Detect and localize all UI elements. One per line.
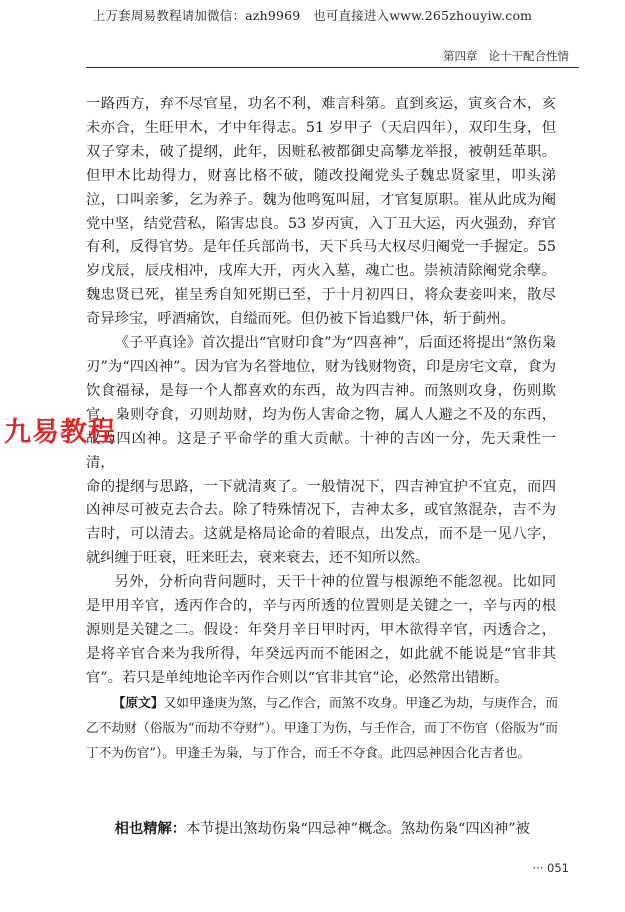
original-text-label: 【原文】 (112, 695, 164, 710)
header-divider (86, 67, 579, 68)
paragraph-2: 《子平真诠》首次提出“官财印食”为“四喜神”，后面还将提出“煞伤枭刃”为“四凶神”。因为官为名誉地位，财为钱财物资，印是房宅文章，食为饮食福禄，是每一个人都喜欢的东西，故为四吉神。而煞则攻身，伤则欺官，枭则夺食，刃则劫财，均为伤人害命之物，属人人避之不及的东西，故为四凶神。这是子平命学的重大贡献。十神的吉凶一分，先天秉性一清， (86, 335, 556, 471)
top-banner: 上万套周易教程请加微信：azh9969 也可直接进入www.265zhouyiw.com (92, 8, 533, 23)
chapter-header (443, 48, 569, 64)
paragraph-4: 另外，分析向背问题时，天干十神的位置与根源绝不能忽视。比如同是甲用辛官，透丙作合的，辛与丙所透的位置则是关键之一，辛与丙的根源则是关键之二。假设：年癸月辛日甲时丙，甲木欲得辛官，丙透合之，是将辛官合来为我所得，年癸远丙而不能困之，如此就不能说是“官非其官”。若只是单纯地论辛丙作合则以“官非其官”论，必然常出错断。 (86, 574, 556, 686)
paragraph-3: 命的提纲与思路，一下就清爽了。一般情况下，四吉神宜护不宜克，而四凶神尽可被克去合去。除了特殊情况下，吉神太多，或官煞混杂，吉不为吉时，可以清去。这就是格局论命的着眼点，出发点，而不是一见八字，就纠缠于旺衰，旺来旺去，衰来衰去，还不知所以然。 (86, 478, 556, 567)
commentary-text: 本节提出煞劫伤枭“四忌神”概念。煞劫伤枭“四凶神”被 (186, 821, 530, 837)
chapter-number: 第四章 (443, 49, 478, 63)
body-text (86, 93, 556, 691)
chapter-title: 论十干配合性情 (488, 49, 569, 63)
commentary-block (86, 818, 561, 841)
commentary-label: 相也精解： (114, 821, 187, 837)
original-text: 又如甲逢庚为煞，与乙作合，而煞不攻身。甲逢乙为劫，与庚作合，而乙不劫财（俗版为“而劫不夺财”）。甲逢丁为伤，与壬作合，而丁不伤官（俗版为“而丁不为伤官”）。甲逢壬为枭，与丁作合，而壬不夺食。此四忌神因合化吉者也。 (86, 695, 559, 761)
paragraph-1: 一路西方，弃不尽官星，功名不利，难言科第。直到亥运，寅亥合木，亥未亦合，生旺甲木，才中年得志。51 岁甲子（天启四年），双印生身，但双子穿未，破了提纲，此年，因赃私被都御史高攀龙举报，被朝廷革职。但甲木比劫得力，财喜比格不破，随改投阉党头子魏忠贤家里，叩头涕泣，口叫亲爹，乞为养子。魏为他鸣冤叫屈，才官复原职。崔从此成为阉党中坚，结党营私，陷害忠良。53 岁丙寅，入丁丑大运，丙火强劲，弃官有利，反得官势。是年任兵部尚书，天下兵马大权尽归阉党一手握定。55 岁戊辰，辰戌相冲，戌库大开，丙火入墓，魂亡也。崇祯清除阉党余孽。魏忠贤已死，崔呈秀自知死期已至，于十月初四日，将众妻妾叫来，散尽奇异珍宝，呼酒痛饮，自缢而死。但仍被下旨追戮尸体，斩于蓟州。 (86, 96, 556, 328)
page-number: ··· 051 (532, 861, 569, 875)
original-text-block (86, 690, 558, 766)
watermark-logo: 九易教程 (4, 417, 116, 448)
